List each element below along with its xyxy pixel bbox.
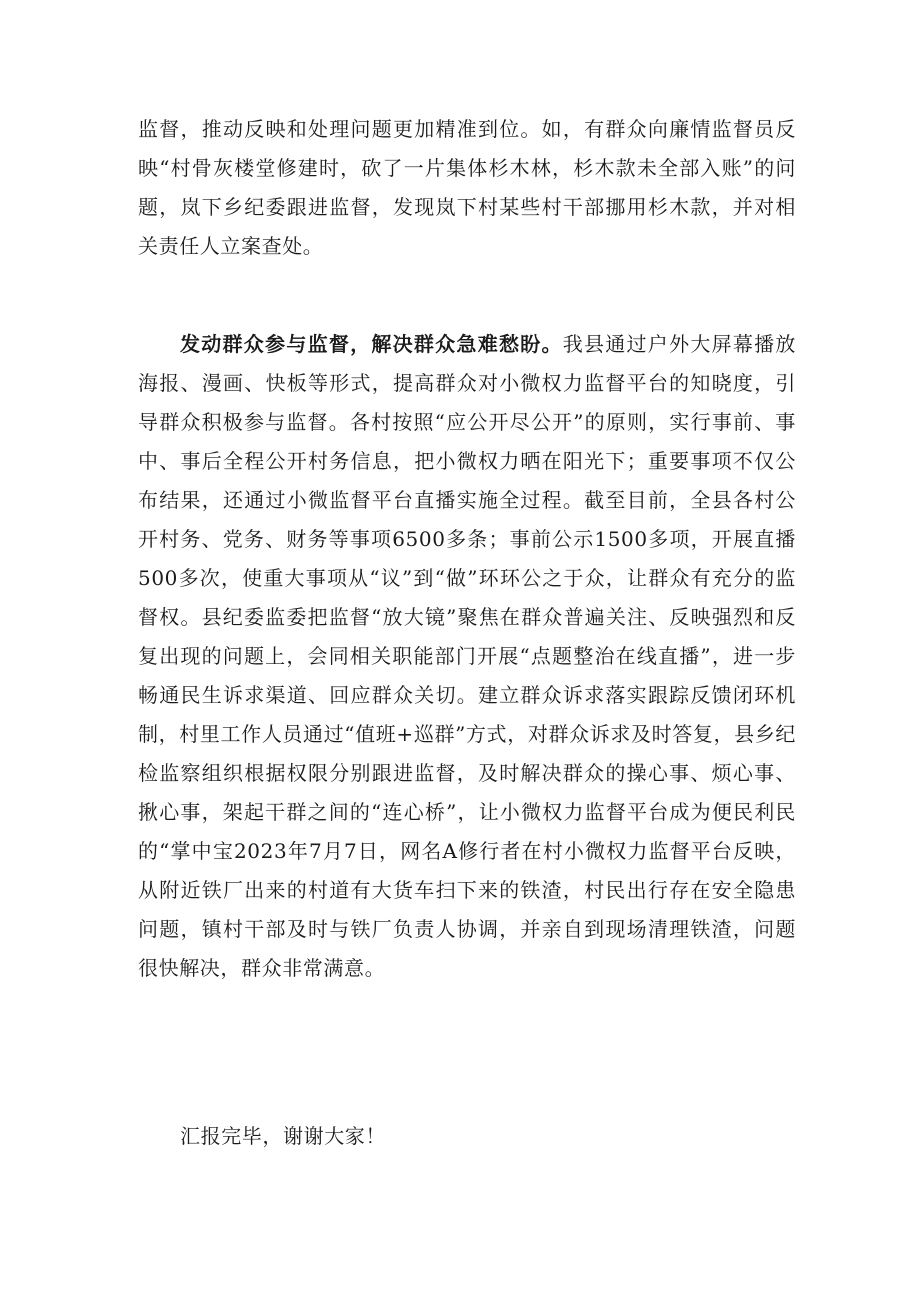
paragraph-mobilize-masses bbox=[138, 325, 796, 988]
paragraph-heading-bold: 发动群众参与监督，解决群众急难愁盼。 bbox=[180, 332, 563, 356]
paragraph-supervision-case: 监督，推动反映和处理问题更加精准到位。如，有群众向廉情监督员反映“村骨灰楼堂修建时，砍了一片集体杉木林，杉木款未全部入账”的问题，岚下乡纪委跟进监督，发现岚下村某些村干部挪用杉木款，并对相关责任人立案查处。 bbox=[138, 117, 796, 258]
closing-remark: 汇报完毕，谢谢大家！ bbox=[180, 1124, 386, 1148]
paragraph-body: 我县通过户外大屏幕播放海报、漫画、快板等形式，提高群众对小微权力监督平台的知晓度，引导群众积极参与监督。各村按照“应公开尽公开”的原则，实行事前、事中、事后全程公开村务信息，把小微权力晒在阳光下；重要事项不仅公布结果，还通过小微监督平台直播实施全过程。截至目前，全县各村公开村务、党务、财务等事项6500多条；事前公示1500多项，开展直播500多次，使重大事项从“议”到“做”环环公之于众，让群众有充分的监督权。县纪委监委把监督“放大镜”聚焦在群众普遍关注、反映强烈和反复出现的问题上，会同相关职能部门开展“点题整治在线直播”，进一步畅通民生诉求渠道、回应群众关切。建立群众诉求落实跟踪反馈闭环机制，村里工作人员通过“值班+巡群”方式，对群众诉求及时答复，县乡纪检监察组织根据权限分别跟进监督，及时解决群众的操心事、烦心事、揪心事，架起干群之间的“连心桥”，让小微权力监督平台成为便民利民的“掌中宝2023年7月7日，网名A修行者在村小微权力监督平台反映，从附近铁厂出来的村道有大货车扫下来的铁渣，村民出行存在安全隐患问题，镇村干部及时与铁厂负责人协调，并亲自到现场清理铁渣，问题很快解决，群众非常满意。 bbox=[138, 332, 796, 980]
